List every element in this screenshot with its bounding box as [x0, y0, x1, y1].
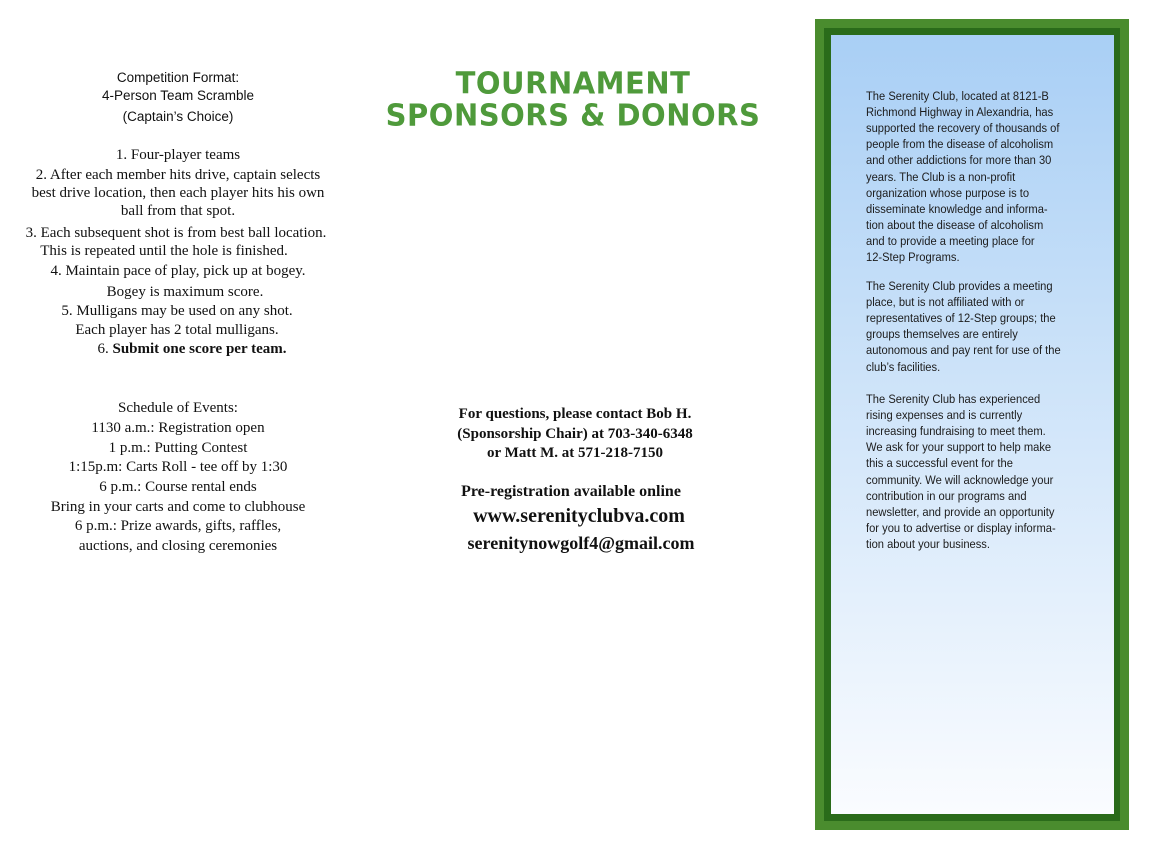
competition-heading: Competition Format: — [116, 70, 240, 85]
schedule-item: Bring in your carts and come to clubhouse — [50, 499, 306, 515]
schedule-item: 1:15p.m: Carts Roll - tee off by 1:30 — [68, 459, 288, 475]
about-paragraph-2-line: groups themselves are entirely — [866, 327, 1018, 342]
about-paragraph-3-line: We ask for your support to help make — [866, 440, 1052, 455]
contact-line: or Matt M. at 571-218-7150 — [487, 445, 663, 461]
schedule-item: 6 p.m.: Course rental ends — [99, 479, 257, 495]
about-paragraph-1-line: 12-Step Programs. — [866, 250, 960, 264]
about-paragraph-3-line: community. We will acknowledge your — [866, 472, 1054, 487]
contact-line: For questions, please contact Bob H. — [458, 406, 692, 422]
about-paragraph-1-line: tion about the disease of alcoholism — [866, 217, 1044, 232]
competition-subtitle: (Captain’s Choice) — [122, 109, 234, 124]
rule-line: Bogey is maximum score. — [106, 284, 264, 300]
about-paragraph-3-line: contribution in our programs and — [866, 488, 1027, 503]
about-paragraph-3-line: increasing fundraising to meet them. — [866, 424, 1046, 439]
about-paragraph-1-line: and other addictions for more than 30 — [866, 153, 1052, 168]
rule-line: 4. Maintain pace of play, pick up at bogey. — [50, 263, 306, 279]
about-paragraph-1-line: and to provide a meeting place for — [866, 233, 1035, 248]
schedule-item: auctions, and closing ceremonies — [78, 538, 278, 554]
schedule-item: 1 p.m.: Putting Contest — [108, 440, 248, 456]
rule-line-6 — [97, 341, 286, 358]
about-paragraph-2-line: The Serenity Club provides a meeting — [866, 279, 1053, 293]
about-paragraph-3-line: tion about your business. — [866, 536, 990, 551]
preregistration-text: Pre-registration available online — [461, 483, 681, 500]
about-paragraph-1-line: disseminate knowledge and informa- — [866, 201, 1048, 216]
title-line-2: SPONSORS & DONORS — [385, 97, 761, 133]
about-paragraph-3-line: newsletter, and provide an opportunity — [866, 504, 1055, 519]
about-paragraph-3-line: rising expenses and is currently — [866, 408, 1023, 423]
contact-line: (Sponsorship Chair) at 703-340-6348 — [457, 426, 693, 442]
rule-line: Each player has 2 total mulligans. — [75, 322, 279, 338]
about-paragraph-1-line: people from the disease of alcoholism — [866, 137, 1054, 152]
about-paragraph-2-line: representatives of 12-Step groups; the — [866, 311, 1056, 326]
rule-text: Submit one score per team. — [112, 341, 287, 357]
about-paragraph-2-line: autonomous and pay rent for use of the — [866, 343, 1061, 358]
rule-line: 3. Each subsequent shot is from best ball location. — [25, 225, 327, 241]
about-paragraph-1-line: organization whose purpose is to — [866, 185, 1030, 200]
website-link[interactable]: www.serenityclubva.com — [473, 505, 685, 527]
rule-line: 2. After each member hits drive, captain selects — [35, 167, 321, 183]
schedule-item: 6 p.m.: Prize awards, gifts, raffles, — [74, 518, 282, 534]
rule-line: 1. Four-player teams — [115, 147, 241, 163]
rule-line: best drive location, then each player hits his own — [31, 185, 325, 201]
about-paragraph-3-line: this a successful event for the — [866, 456, 1013, 471]
competition-type: 4-Person Team Scramble — [101, 88, 255, 103]
about-paragraph-2-line: club’s facilities. — [866, 359, 941, 374]
email-link[interactable]: serenitynowgolf4@gmail.com — [467, 533, 695, 553]
about-paragraph-2-line: place, but is not affiliated with or — [866, 295, 1025, 310]
title-line-1: TOURNAMENT — [455, 65, 691, 101]
about-paragraph-1-line: The Serenity Club, located at 8121-B — [866, 89, 1049, 103]
about-paragraph-3-line: The Serenity Club has experienced — [866, 392, 1041, 406]
about-paragraph-1-line: Richmond Highway in Alexandria, has — [866, 105, 1054, 120]
about-paragraph-1-line: years. The Club is a non-profit — [866, 169, 1016, 184]
schedule-heading: Schedule of Events: — [118, 400, 238, 416]
rule-line: ball from that spot. — [120, 203, 236, 219]
about-paragraph-3-line: for you to advertise or display informa- — [866, 520, 1056, 535]
rule-number: 6. — [97, 341, 109, 357]
schedule-item: 1130 a.m.: Registration open — [91, 420, 265, 436]
rule-line: 5. Mulligans may be used on any shot. — [61, 303, 293, 319]
about-paragraph-1-line: supported the recovery of thousands of — [866, 121, 1060, 136]
rule-line: This is repeated until the hole is finished. — [40, 243, 288, 259]
